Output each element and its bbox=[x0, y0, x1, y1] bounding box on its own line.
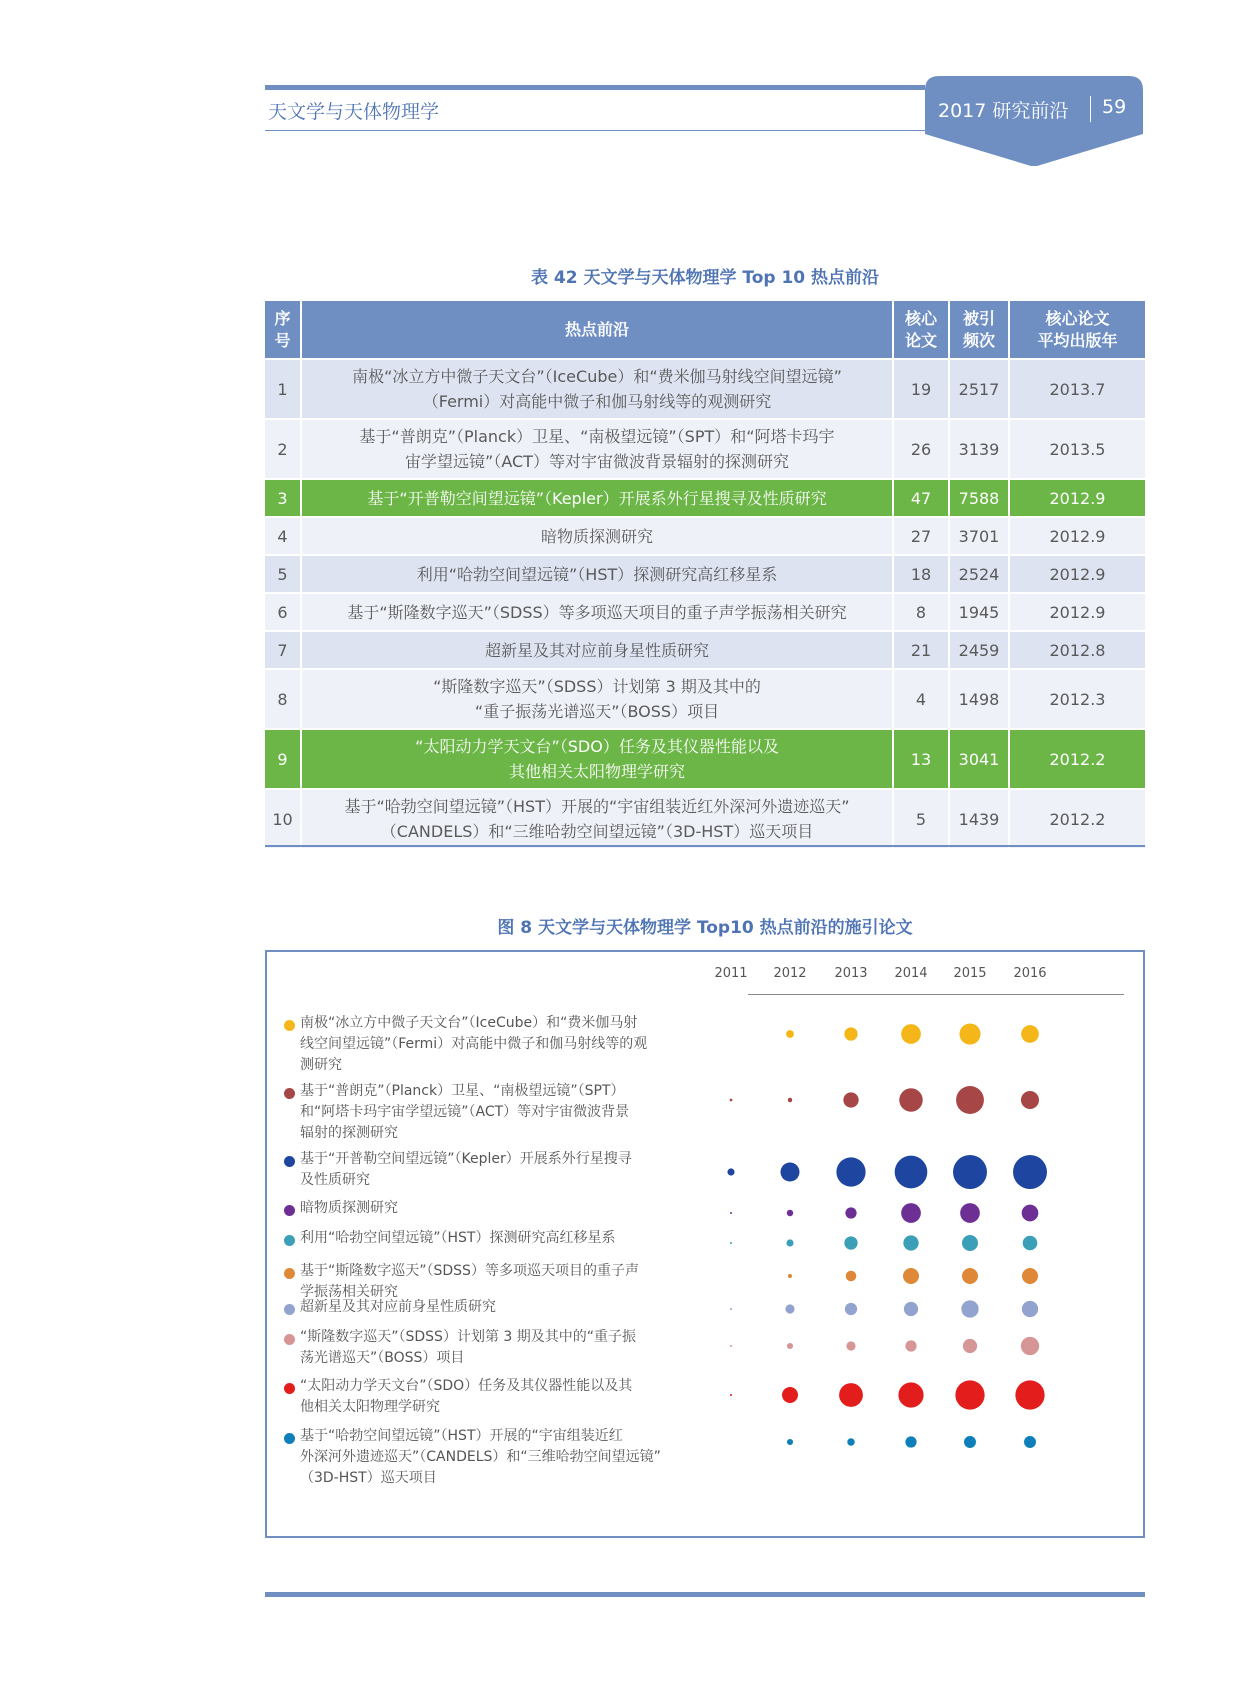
row-topic-line: 南极“冰立方中微子天文台”（IceCube）和“费米伽马射线空间望远镜” bbox=[352, 367, 842, 386]
row-mean-year: 2012.9 bbox=[1009, 555, 1145, 593]
row-topic-line: （Fermi）对高能中微子和伽马射线等的观测研究 bbox=[422, 392, 772, 411]
legend-label bbox=[300, 1013, 700, 1076]
row-mean-year: 2013.7 bbox=[1009, 359, 1145, 419]
row-citations: 3701 bbox=[949, 517, 1009, 555]
row-citations: 2459 bbox=[949, 631, 1009, 669]
table-row bbox=[265, 479, 1145, 517]
row-mean-year: 2012.2 bbox=[1009, 789, 1145, 848]
col-cited-header: 被引 频次 bbox=[949, 301, 1009, 359]
legend-label bbox=[300, 1149, 700, 1191]
legend-label bbox=[300, 1297, 700, 1318]
header-rule-top bbox=[265, 85, 925, 90]
row-number: 3 bbox=[265, 479, 301, 517]
legend-label-line: 及性质研究 bbox=[300, 1172, 370, 1188]
table-row bbox=[265, 729, 1145, 789]
row-topic-line: 基于“开普勒空间望远镜”（Kepler）开展系外行星搜寻及性质研究 bbox=[367, 488, 827, 508]
legend-label bbox=[300, 1376, 700, 1418]
table-row bbox=[265, 631, 1145, 669]
row-topic-line: 基于“哈勃空间望远镜”（HST）开展的“宇宙组装近红外深河外遗迹巡天” bbox=[344, 797, 850, 816]
row-topic-line: 其他相关太阳物理学研究 bbox=[508, 762, 685, 781]
year-label: 2013 bbox=[834, 966, 868, 981]
row-number: 10 bbox=[265, 789, 301, 848]
legend-dot bbox=[284, 1433, 295, 1444]
table-row bbox=[265, 669, 1145, 729]
legend-label-line: 基于“斯隆数字巡天”（SDSS）等多项巡天项目的重子声 bbox=[300, 1263, 639, 1279]
row-topic-line: （CANDELS）和“三维哈勃空间望远镜”（3D-HST）巡天项目 bbox=[380, 822, 814, 841]
row-number: 7 bbox=[265, 631, 301, 669]
row-core-papers: 13 bbox=[893, 729, 949, 789]
header-rule-bottom bbox=[265, 130, 925, 131]
row-number: 5 bbox=[265, 555, 301, 593]
row-mean-year: 2013.5 bbox=[1009, 419, 1145, 479]
legend-dot bbox=[284, 1235, 295, 1246]
row-topic-line: 宙学望远镜”（ACT）等对宇宙微波背景辐射的探测研究 bbox=[405, 452, 789, 471]
year-label: 2011 bbox=[714, 966, 748, 981]
year-label: 2016 bbox=[1013, 966, 1047, 981]
legend-label-line: 和“阿塔卡玛宇宙学望远镜”（ACT）等对宇宙微波背景 bbox=[300, 1104, 630, 1120]
row-topic bbox=[301, 517, 893, 555]
row-topic-line: 暗物质探测研究 bbox=[540, 526, 653, 546]
row-number: 1 bbox=[265, 359, 301, 419]
legend-label-line: 基于“哈勃空间望远镜”（HST）开展的“宇宙组装近红 bbox=[300, 1428, 623, 1444]
row-core-papers: 27 bbox=[893, 517, 949, 555]
row-citations: 2524 bbox=[949, 555, 1009, 593]
footer-rule bbox=[265, 1592, 1145, 1597]
col-topic-header: 热点前沿 bbox=[301, 301, 893, 359]
row-number: 4 bbox=[265, 517, 301, 555]
legend-label bbox=[300, 1426, 700, 1489]
legend-label-line: 辐射的探测研究 bbox=[300, 1125, 398, 1141]
row-citations: 7588 bbox=[949, 479, 1009, 517]
legend-label-line: “斯隆数字巡天”（SDSS）计划第 3 期及其中的“重子振 bbox=[300, 1329, 637, 1345]
row-citations: 2517 bbox=[949, 359, 1009, 419]
col-year-header: 核心论文 平均出版年 bbox=[1009, 301, 1145, 359]
row-topic bbox=[301, 789, 893, 848]
figure-caption: 图 8 天文学与天体物理学 Top10 热点前沿的施引论文 bbox=[497, 918, 913, 938]
row-mean-year: 2012.8 bbox=[1009, 631, 1145, 669]
legend-dot bbox=[284, 1205, 295, 1216]
legend-label bbox=[300, 1327, 700, 1369]
year-label: 2014 bbox=[894, 966, 928, 981]
row-topic-line: 基于“普朗克”（Planck）卫星、“南极望远镜”（SPT）和“阿塔卡玛宇 bbox=[359, 427, 835, 446]
legend-label-line: 暗物质探测研究 bbox=[300, 1200, 398, 1216]
legend-dot bbox=[284, 1334, 295, 1345]
row-core-papers: 5 bbox=[893, 789, 949, 848]
row-citations: 3139 bbox=[949, 419, 1009, 479]
legend-label bbox=[300, 1228, 700, 1249]
row-core-papers: 4 bbox=[893, 669, 949, 729]
header-separator bbox=[1090, 96, 1091, 122]
legend-dot bbox=[284, 1268, 295, 1279]
year-label: 2015 bbox=[953, 966, 987, 981]
legend-label-line: 线空间望远镜”（Fermi）对高能中微子和伽马射线等的观 bbox=[300, 1036, 648, 1052]
table-row bbox=[265, 593, 1145, 631]
row-citations: 3041 bbox=[949, 729, 1009, 789]
row-topic bbox=[301, 729, 893, 789]
legend-label-line: 南极“冰立方中微子天文台”（IceCube）和“费米伽马射 bbox=[300, 1015, 638, 1031]
row-mean-year: 2012.2 bbox=[1009, 729, 1145, 789]
year-axis-rule bbox=[748, 994, 1124, 995]
row-core-papers: 18 bbox=[893, 555, 949, 593]
legend-label-line: 基于“开普勒空间望远镜”（Kepler）开展系外行星搜寻 bbox=[300, 1151, 632, 1167]
table-header-row bbox=[265, 301, 1145, 359]
section-title: 天文学与天体物理学 bbox=[268, 101, 440, 123]
row-citations: 1945 bbox=[949, 593, 1009, 631]
col-core-header: 核心 论文 bbox=[893, 301, 949, 359]
legend-dot bbox=[284, 1383, 295, 1394]
hotspot-table bbox=[265, 301, 1145, 848]
page-number: 59 bbox=[1102, 96, 1127, 118]
row-mean-year: 2012.9 bbox=[1009, 517, 1145, 555]
row-topic-line: 利用“哈勃空间望远镜”（HST）探测研究高红移星系 bbox=[416, 564, 778, 584]
row-topic bbox=[301, 669, 893, 729]
row-mean-year: 2012.3 bbox=[1009, 669, 1145, 729]
row-topic bbox=[301, 631, 893, 669]
table-row bbox=[265, 517, 1145, 555]
table-row bbox=[265, 789, 1145, 848]
row-number: 6 bbox=[265, 593, 301, 631]
row-core-papers: 21 bbox=[893, 631, 949, 669]
legend-label-line: 他相关太阳物理学研究 bbox=[300, 1399, 440, 1415]
table-row bbox=[265, 555, 1145, 593]
legend-dot bbox=[284, 1020, 295, 1031]
row-citations: 1439 bbox=[949, 789, 1009, 848]
row-topic bbox=[301, 593, 893, 631]
row-citations: 1498 bbox=[949, 669, 1009, 729]
row-number: 9 bbox=[265, 729, 301, 789]
legend-label-line: “太阳动力学天文台”（SDO）任务及其仪器性能以及其 bbox=[300, 1378, 633, 1394]
report-title: 2017 研究前沿 bbox=[938, 100, 1069, 122]
row-topic bbox=[301, 419, 893, 479]
year-label: 2012 bbox=[773, 966, 807, 981]
legend-dot bbox=[284, 1304, 295, 1315]
row-mean-year: 2012.9 bbox=[1009, 479, 1145, 517]
legend-label-line: 学振荡相关研究 bbox=[300, 1284, 398, 1300]
legend-dot bbox=[284, 1156, 295, 1167]
row-mean-year: 2012.9 bbox=[1009, 593, 1145, 631]
col-num-header: 序 号 bbox=[265, 301, 301, 359]
row-topic-line: “重子振荡光谱巡天”（BOSS）项目 bbox=[474, 702, 720, 721]
table-bottom-rule bbox=[265, 845, 1145, 847]
row-topic bbox=[301, 359, 893, 419]
row-core-papers: 26 bbox=[893, 419, 949, 479]
hotspot-table-wrap bbox=[265, 301, 1145, 848]
legend-label bbox=[300, 1198, 700, 1219]
row-core-papers: 8 bbox=[893, 593, 949, 631]
legend-label-line: （3D-HST）巡天项目 bbox=[300, 1470, 437, 1486]
row-topic bbox=[301, 479, 893, 517]
legend-label-line: 外深河外遗迹巡天”（CANDELS）和“三维哈勃空间望远镜” bbox=[300, 1449, 661, 1465]
legend-label bbox=[300, 1081, 700, 1144]
row-topic-line: 超新星及其对应前身星性质研究 bbox=[484, 640, 709, 660]
row-topic bbox=[301, 555, 893, 593]
legend-label-line: 超新星及其对应前身星性质研究 bbox=[300, 1299, 496, 1315]
row-core-papers: 19 bbox=[893, 359, 949, 419]
table-row bbox=[265, 359, 1145, 419]
row-number: 8 bbox=[265, 669, 301, 729]
legend-label-line: 测研究 bbox=[300, 1057, 342, 1073]
row-number: 2 bbox=[265, 419, 301, 479]
row-topic-line: “太阳动力学天文台”（SDO）任务及其仪器性能以及 bbox=[415, 737, 779, 756]
legend-label-line: 基于“普朗克”（Planck）卫星、“南极望远镜”（SPT） bbox=[300, 1083, 625, 1099]
row-topic-line: “斯隆数字巡天”（SDSS）计划第 3 期及其中的 bbox=[433, 677, 761, 696]
legend-label-line: 荡光谱巡天”（BOSS）项目 bbox=[300, 1350, 465, 1366]
legend-label-line: 利用“哈勃空间望远镜”（HST）探测研究高红移星系 bbox=[300, 1230, 616, 1246]
legend-dot bbox=[284, 1088, 295, 1099]
row-core-papers: 47 bbox=[893, 479, 949, 517]
row-topic-line: 基于“斯隆数字巡天”（SDSS）等多项巡天项目的重子声学振荡相关研究 bbox=[347, 602, 847, 622]
table-row bbox=[265, 419, 1145, 479]
table-caption: 表 42 天文学与天体物理学 Top 10 热点前沿 bbox=[530, 268, 880, 288]
